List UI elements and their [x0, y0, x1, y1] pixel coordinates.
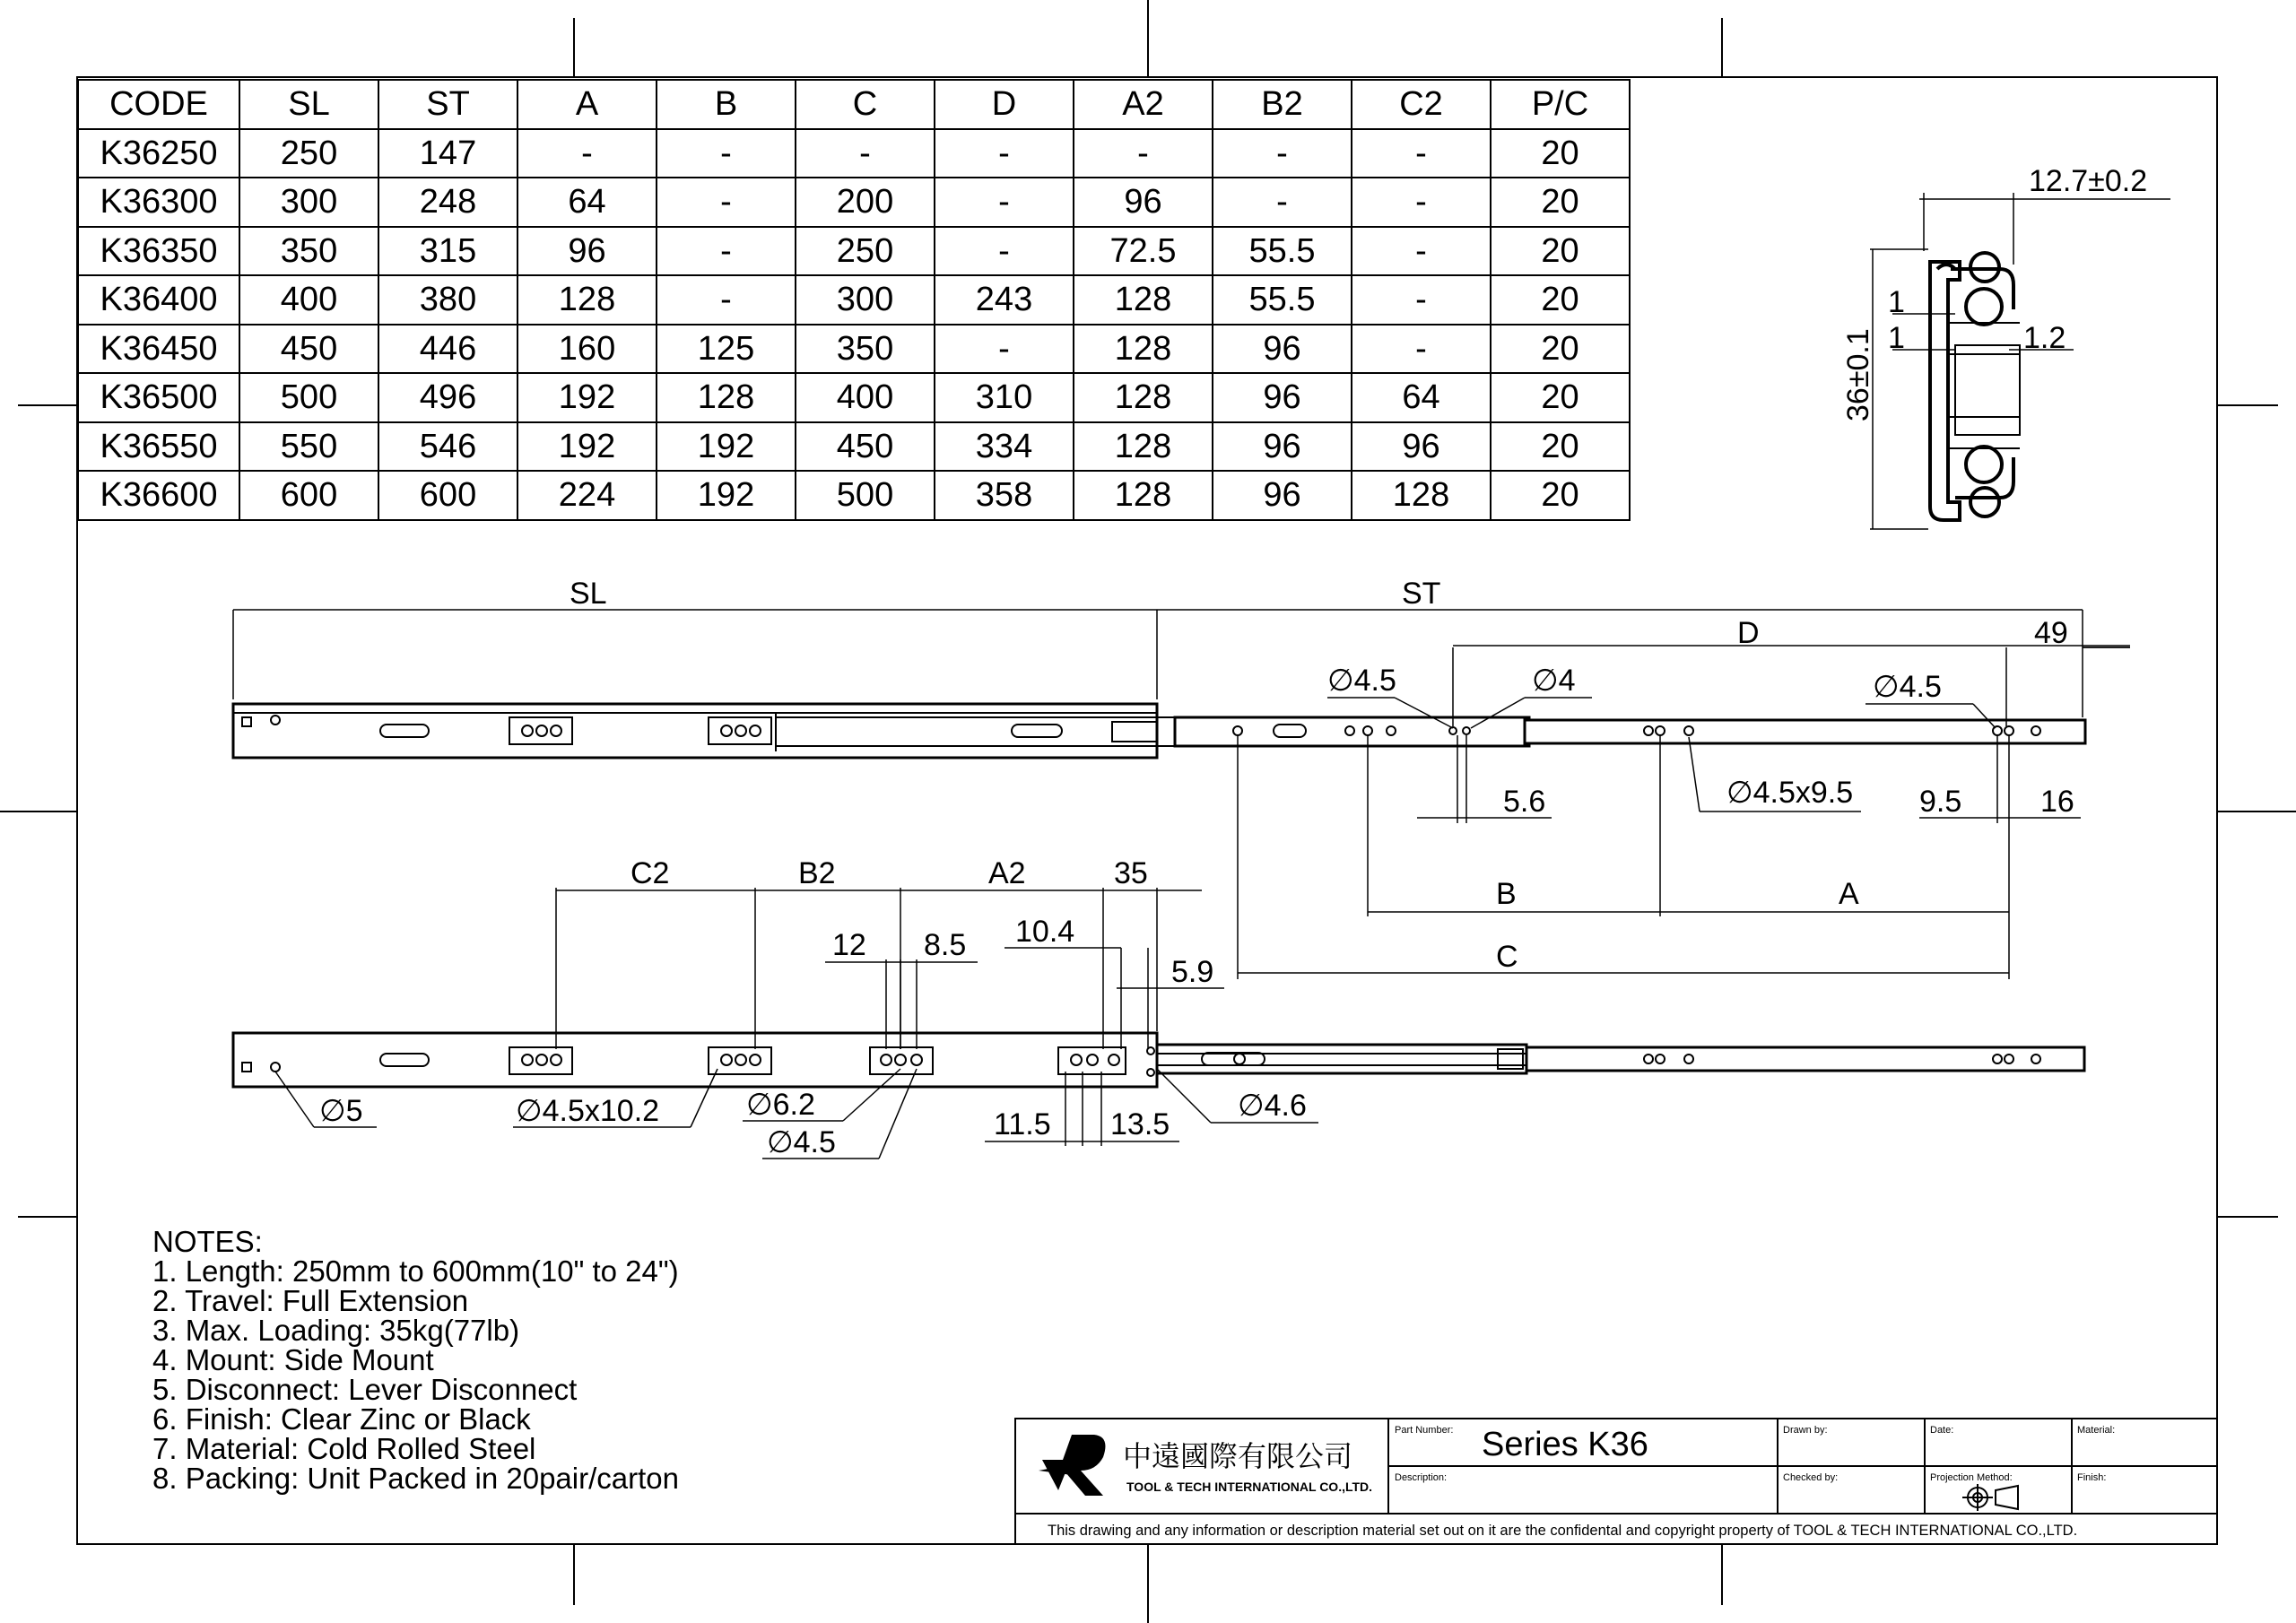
- spec-table-cell: 20: [1491, 471, 1630, 520]
- spec-table-cell: -: [935, 178, 1074, 227]
- dim-hole-4-5: ∅4.5: [767, 1125, 836, 1159]
- dim-35: 35: [1114, 856, 1148, 890]
- dim-c: C: [1496, 940, 1518, 974]
- part-number-label: Part Number:: [1395, 1425, 1454, 1436]
- description-label: Description:: [1395, 1472, 1448, 1483]
- spec-table-cell: 550: [239, 422, 378, 472]
- part-number-value: Series K36: [1482, 1426, 1648, 1463]
- note-item: 8. Packing: Unit Packed in 20pair/carton: [152, 1462, 679, 1495]
- spec-table-row: [78, 373, 1630, 422]
- spec-table-cell: 160: [517, 325, 657, 374]
- company-name-cn: 中遠國際有限公司: [1123, 1439, 1353, 1473]
- spec-table-cell: 72.5: [1074, 227, 1213, 276]
- spec-table-cell: 192: [517, 373, 657, 422]
- spec-table-cell: 147: [378, 129, 517, 178]
- spec-table-row: [78, 471, 1630, 520]
- dim-hole-6-2: ∅6.2: [746, 1088, 815, 1122]
- spec-table-cell: 350: [796, 325, 935, 374]
- spec-table-cell: 128: [1074, 422, 1213, 472]
- dim-a: A: [1839, 877, 1859, 911]
- spec-table-cell: 500: [239, 373, 378, 422]
- spec-table-cell: 128: [1074, 325, 1213, 374]
- spec-table-cell: 128: [1074, 275, 1213, 325]
- dim-slot-45x95: ∅4.5x9.5: [1726, 776, 1854, 810]
- dim-b2: B2: [798, 856, 836, 890]
- note-item: 6. Finish: Clear Zinc or Black: [152, 1402, 531, 1436]
- dim-16: 16: [2040, 785, 2074, 819]
- spec-table-cell: 450: [796, 422, 935, 472]
- spec-table-row: [78, 178, 1630, 227]
- profile-width-dim: 12.7±0.2: [2029, 164, 2148, 198]
- spec-table-cell: 96: [517, 227, 657, 276]
- profile-section-view: [1841, 164, 2170, 529]
- spec-table-cell: 20: [1491, 178, 1630, 227]
- dim-5-6: 5.6: [1503, 785, 1546, 819]
- dim-12: 12: [832, 928, 866, 962]
- dim-st: ST: [1402, 577, 1441, 611]
- spec-table-cell: 358: [935, 471, 1074, 520]
- col-sl: SL: [239, 80, 378, 129]
- dim-sl: SL: [570, 577, 607, 611]
- spec-table-cell: 310: [935, 373, 1074, 422]
- spec-table-header: [78, 80, 1630, 129]
- profile-thickness-1: 1: [1888, 285, 1905, 319]
- spec-table-cell: 96: [1213, 471, 1352, 520]
- spec-table-cell: 128: [1352, 471, 1491, 520]
- spec-table-cell: -: [1213, 178, 1352, 227]
- col-code: CODE: [78, 80, 239, 129]
- dim-hole-4: ∅4: [1532, 664, 1576, 698]
- col-b2: B2: [1213, 80, 1352, 129]
- spec-table-cell: 300: [239, 178, 378, 227]
- notes-block: [152, 1227, 679, 1493]
- spec-table-cell: 128: [1074, 471, 1213, 520]
- spec-table-cell: 64: [1352, 373, 1491, 422]
- spec-table-cell: 400: [239, 275, 378, 325]
- spec-table-cell: 96: [1213, 325, 1352, 374]
- spec-table-cell: -: [1352, 129, 1491, 178]
- spec-table-cell: 55.5: [1213, 275, 1352, 325]
- copyright-notice: This drawing and any information or description material set out on it are the confidental and copyright property of TOOL & TECH INTERNATIONAL CO.,LTD.: [1048, 1523, 2078, 1539]
- col-c2: C2: [1352, 80, 1491, 129]
- spec-table-cell: -: [657, 129, 796, 178]
- profile-height-dim: 36±0.1: [1841, 328, 1875, 421]
- dim-c2: C2: [631, 856, 670, 890]
- spec-table-row: [78, 227, 1630, 276]
- spec-table-cell: K36600: [78, 471, 239, 520]
- col-a2: A2: [1074, 80, 1213, 129]
- dim-11-5: 11.5: [994, 1107, 1051, 1141]
- spec-table-cell: 300: [796, 275, 935, 325]
- spec-table-cell: -: [935, 325, 1074, 374]
- spec-table-cell: 20: [1491, 129, 1630, 178]
- dim-49: 49: [2034, 616, 2068, 650]
- spec-table-cell: 400: [796, 373, 935, 422]
- spec-table-cell: 55.5: [1213, 227, 1352, 276]
- spec-table-cell: 125: [657, 325, 796, 374]
- col-st: ST: [378, 80, 517, 129]
- dim-9-5: 9.5: [1919, 785, 1962, 819]
- spec-table-cell: 315: [378, 227, 517, 276]
- note-item: 4. Mount: Side Mount: [152, 1343, 434, 1376]
- spec-table-cell: 20: [1491, 227, 1630, 276]
- drawn-by-label: Drawn by:: [1783, 1425, 1828, 1436]
- spec-table-cell: 446: [378, 325, 517, 374]
- col-b: B: [657, 80, 796, 129]
- spec-table-cell: 96: [1213, 422, 1352, 472]
- notes-title: NOTES:: [152, 1225, 263, 1258]
- spec-table-cell: -: [657, 178, 796, 227]
- spec-table-cell: 128: [657, 373, 796, 422]
- dim-hole-45-b: ∅4.5: [1873, 670, 1942, 704]
- spec-table-cell: 128: [1074, 373, 1213, 422]
- dim-hole-4-6: ∅4.6: [1238, 1089, 1307, 1123]
- spec-table-cell: 64: [517, 178, 657, 227]
- note-item: 1. Length: 250mm to 600mm(10" to 24"): [152, 1254, 679, 1288]
- bottom-side-view: [233, 856, 2084, 1159]
- spec-table-cell: 380: [378, 275, 517, 325]
- spec-table-cell: -: [1352, 227, 1491, 276]
- spec-table-cell: K36550: [78, 422, 239, 472]
- spec-table-cell: 200: [796, 178, 935, 227]
- spec-table-cell: 248: [378, 178, 517, 227]
- dim-10-4: 10.4: [1015, 915, 1075, 949]
- spec-table-cell: 500: [796, 471, 935, 520]
- date-label: Date:: [1930, 1425, 1954, 1436]
- col-a: A: [517, 80, 657, 129]
- spec-table-cell: 334: [935, 422, 1074, 472]
- checked-by-label: Checked by:: [1783, 1472, 1839, 1483]
- note-item: 7. Material: Cold Rolled Steel: [152, 1432, 536, 1465]
- spec-table-cell: 496: [378, 373, 517, 422]
- spec-table-cell: 600: [239, 471, 378, 520]
- dim-a2: A2: [988, 856, 1026, 890]
- dim-5-9: 5.9: [1171, 955, 1214, 989]
- spec-table-cell: K36500: [78, 373, 239, 422]
- spec-table-cell: -: [1352, 275, 1491, 325]
- spec-table-cell: 192: [657, 471, 796, 520]
- dim-hole-5: ∅5: [319, 1094, 363, 1128]
- spec-table-cell: 20: [1491, 325, 1630, 374]
- spec-table-cell: 450: [239, 325, 378, 374]
- spec-table-cell: K36350: [78, 227, 239, 276]
- spec-table-cell: -: [935, 129, 1074, 178]
- spec-table-cell: 350: [239, 227, 378, 276]
- profile-thickness-3: 1.2: [2023, 321, 2066, 355]
- spec-table-cell: -: [935, 227, 1074, 276]
- spec-table-cell: 224: [517, 471, 657, 520]
- spec-table-row: [78, 275, 1630, 325]
- spec-table-cell: K36300: [78, 178, 239, 227]
- spec-table-cell: -: [657, 227, 796, 276]
- spec-table-cell: 96: [1074, 178, 1213, 227]
- spec-table-cell: 20: [1491, 422, 1630, 472]
- spec-table-cell: K36450: [78, 325, 239, 374]
- spec-table-cell: -: [1213, 129, 1352, 178]
- dim-hole-45-a: ∅4.5: [1327, 664, 1396, 698]
- spec-table-cell: 192: [517, 422, 657, 472]
- spec-table-cell: -: [517, 129, 657, 178]
- spec-table-cell: -: [1352, 325, 1491, 374]
- dim-13-5: 13.5: [1110, 1107, 1170, 1141]
- dim-slot-45x102: ∅4.5x10.2: [516, 1094, 660, 1128]
- spec-table-cell: K36400: [78, 275, 239, 325]
- col-c: C: [796, 80, 935, 129]
- material-label: Material:: [2077, 1425, 2116, 1436]
- spec-table-row: [78, 422, 1630, 472]
- company-name-en: TOOL & TECH INTERNATIONAL CO.,LTD.: [1126, 1480, 1373, 1494]
- spec-table-cell: 546: [378, 422, 517, 472]
- note-item: 2. Travel: Full Extension: [152, 1284, 469, 1317]
- spec-table-cell: 250: [239, 129, 378, 178]
- spec-table-cell: K36250: [78, 129, 239, 178]
- dim-b: B: [1496, 877, 1517, 911]
- spec-table-cell: -: [1074, 129, 1213, 178]
- spec-table-cell: 128: [517, 275, 657, 325]
- spec-table-cell: 20: [1491, 373, 1630, 422]
- top-side-view: [233, 577, 2130, 979]
- spec-table: [77, 79, 1631, 521]
- note-item: 3. Max. Loading: 35kg(77lb): [152, 1314, 520, 1347]
- projection-symbol-icon: [1962, 1484, 2018, 1511]
- spec-table-cell: -: [1352, 178, 1491, 227]
- spec-table-cell: 96: [1352, 422, 1491, 472]
- spec-table-cell: 243: [935, 275, 1074, 325]
- company-logo: [1039, 1435, 1105, 1496]
- spec-table-cell: 250: [796, 227, 935, 276]
- spec-table-row: [78, 129, 1630, 178]
- col-pc: P/C: [1491, 80, 1630, 129]
- spec-table-cell: -: [796, 129, 935, 178]
- note-item: 5. Disconnect: Lever Disconnect: [152, 1373, 578, 1406]
- title-block: [1015, 1419, 2217, 1544]
- finish-label: Finish:: [2077, 1472, 2107, 1483]
- spec-table-cell: 96: [1213, 373, 1352, 422]
- col-d: D: [935, 80, 1074, 129]
- projection-method-label: Projection Method:: [1930, 1472, 2013, 1483]
- dim-d: D: [1737, 616, 1760, 650]
- spec-table-cell: -: [657, 275, 796, 325]
- spec-table-cell: 600: [378, 471, 517, 520]
- spec-table-cell: 192: [657, 422, 796, 472]
- profile-thickness-2: 1: [1888, 321, 1905, 355]
- spec-table-cell: 20: [1491, 275, 1630, 325]
- spec-table-row: [78, 325, 1630, 374]
- dim-8-5: 8.5: [924, 928, 967, 962]
